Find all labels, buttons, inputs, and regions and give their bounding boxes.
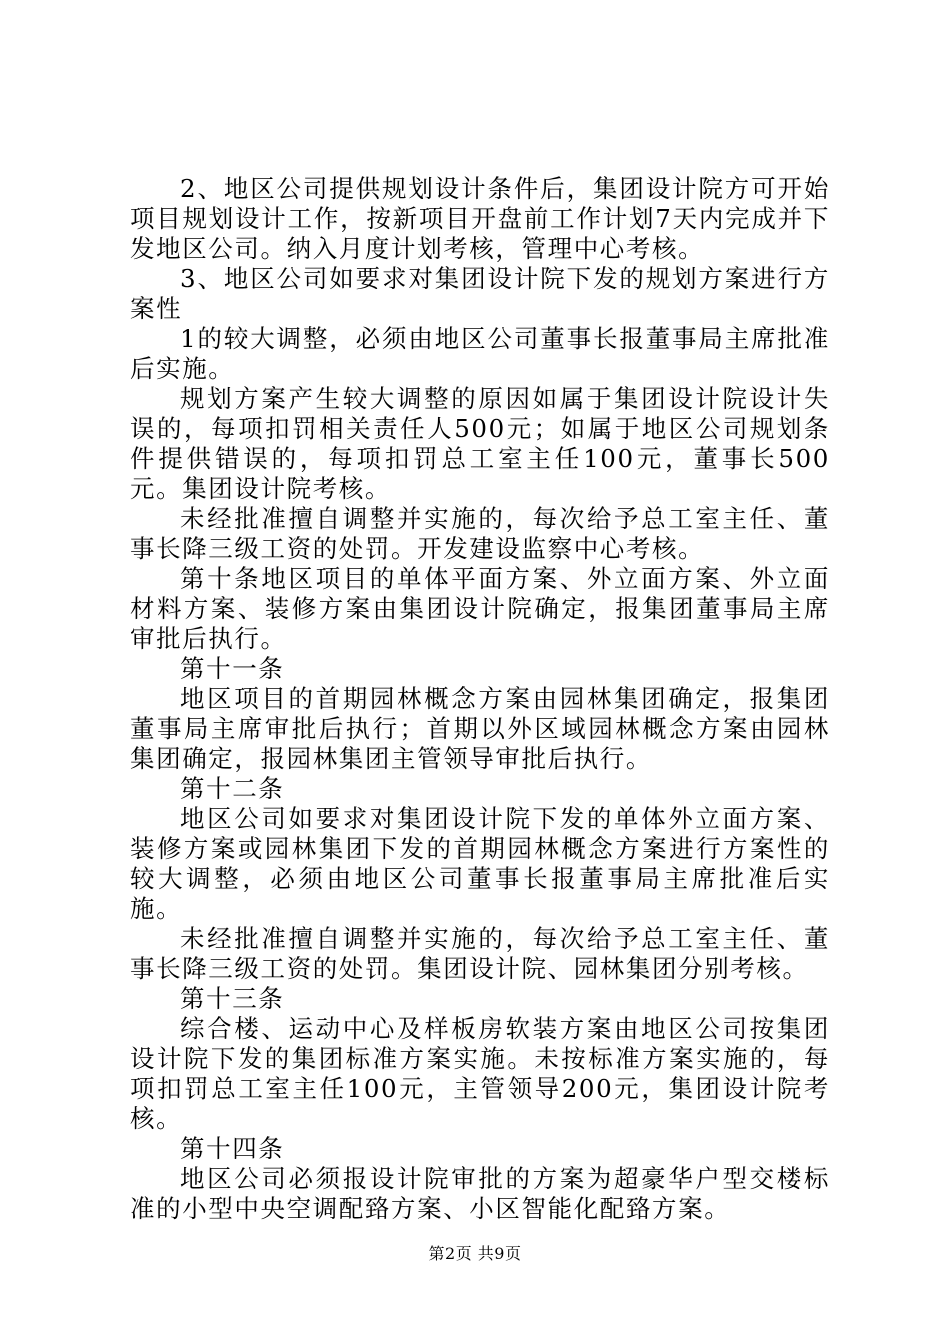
- paragraph: 1的较大调整，必须由地区公司董事长报董事局主席批准后实施。: [130, 324, 830, 383]
- article-heading: 第十二条: [180, 774, 285, 803]
- article-heading: 第十一条: [180, 654, 285, 683]
- paragraph: 综合楼、运动中心及样板房软装方案由地区公司按集团设计院下发的集团标准方案实施。未按标准方案实施的，每项扣罚总工室主任100元，主管领导200元，集团设计院考核。: [130, 1014, 830, 1133]
- paragraph: 地区项目的首期园林概念方案由园林集团确定，报集团董事局主席审批后执行；首期以外区域园林概念方案由园林集团确定，报园林集团主管领导审批后执行。: [130, 684, 830, 773]
- paragraph: 未经批准擅自调整并实施的，每次给予总工室主任、董事长降三级工资的处罚。开发建设监察中心考核。: [130, 504, 830, 563]
- page-footer: 第2页 共9页: [428, 1244, 522, 1263]
- paragraph: 2、地区公司提供规划设计条件后，集团设计院方可开始项目规划设计工作，按新项目开盘前工作计划7天内完成并下发地区公司。纳入月度计划考核，管理中心考核。: [130, 174, 830, 263]
- paragraph: 第十条地区项目的单体平面方案、外立面方案、外立面材料方案、装修方案由集团设计院确定，报集团董事局主席审批后执行。: [130, 564, 830, 653]
- paragraph: 规划方案产生较大调整的原因如属于集团设计院设计失误的，每项扣罚相关责任人500元；如属于地区公司规划条件提供错误的，每项扣罚总工室主任100元，董事长500元。集团设计院考核。: [130, 384, 830, 503]
- article-heading: 第十四条: [180, 1134, 285, 1163]
- document-body: [130, 174, 830, 1224]
- article-heading: 第十三条: [180, 984, 285, 1013]
- paragraph: 地区公司如要求对集团设计院下发的单体外立面方案、装修方案或园林集团下发的首期园林概念方案进行方案性的较大调整，必须由地区公司董事长报董事局主席批准后实施。: [130, 804, 830, 923]
- paragraph: 3、地区公司如要求对集团设计院下发的规划方案进行方案性: [130, 264, 830, 323]
- paragraph: 未经批准擅自调整并实施的，每次给予总工室主任、董事长降三级工资的处罚。集团设计院、园林集团分别考核。: [130, 924, 830, 983]
- paragraph: 地区公司必须报设计院审批的方案为超豪华户型交楼标准的小型中央空调配臵方案、小区智能化配臵方案。: [130, 1164, 830, 1223]
